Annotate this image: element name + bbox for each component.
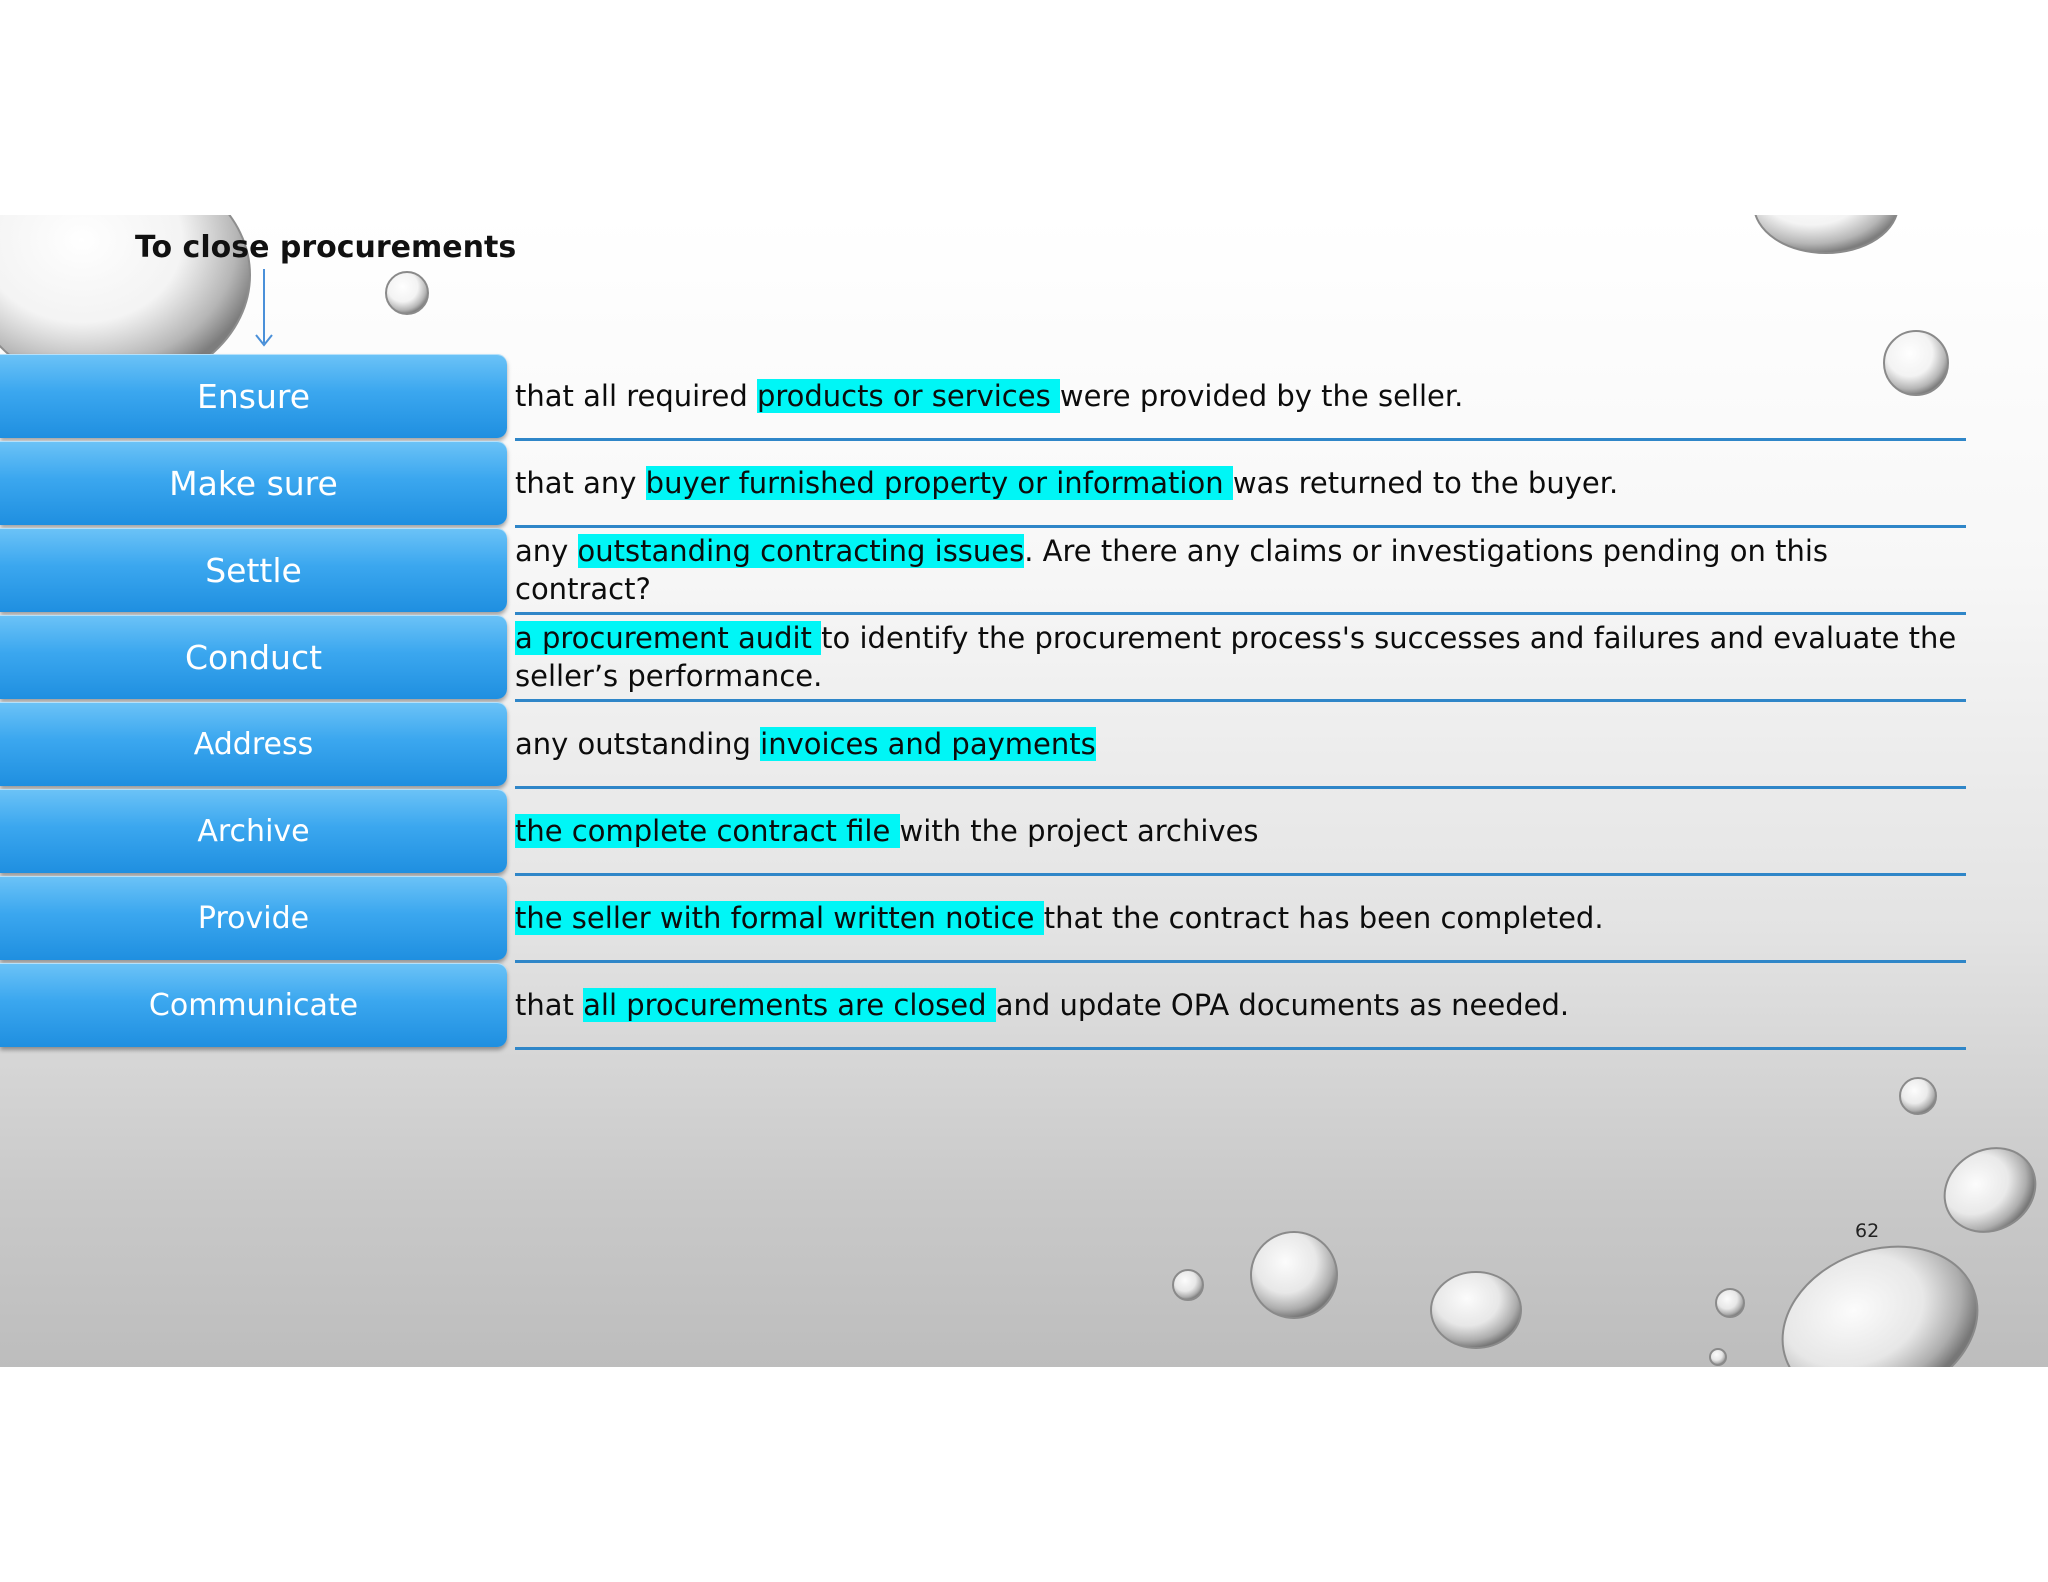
drop-top-right — [1754, 215, 1898, 253]
list-item — [0, 614, 1966, 701]
description-text: to identify the procurement process's successes and failures and evaluate the seller’s performance. — [515, 620, 1957, 693]
drop-right-middle — [1900, 1078, 1936, 1114]
description — [515, 875, 1966, 963]
down-arrow-icon — [252, 267, 276, 349]
description-text: any — [515, 533, 578, 568]
description — [515, 353, 1966, 441]
large-drop-bottom-right — [1760, 1220, 1999, 1367]
verb-box: Archive — [0, 789, 507, 873]
verb-box: Conduct — [0, 615, 507, 699]
description-text: that the contract has been completed. — [1043, 900, 1604, 935]
highlighted-text: the seller with formal written notice — [515, 900, 1044, 935]
slide — [0, 215, 2048, 1367]
description-text: that any — [515, 465, 646, 500]
highlighted-text: products or services — [756, 378, 1060, 413]
list-item — [0, 788, 1966, 875]
highlighted-text: the complete contract file — [515, 813, 900, 848]
description — [515, 527, 1966, 615]
description — [515, 788, 1966, 876]
description — [515, 962, 1966, 1050]
drop-bottom-2 — [1251, 1232, 1337, 1318]
description-text: that — [515, 987, 584, 1022]
drop-right-lower — [1929, 1132, 2048, 1248]
highlighted-text: all procurements are closed — [583, 987, 996, 1022]
list-item — [0, 701, 1966, 788]
description-text: any outstanding — [515, 726, 761, 761]
description-text: . Are there any claims or investigations pending on this contract? — [515, 533, 1829, 606]
list-item — [0, 875, 1966, 962]
highlighted-text: buyer furnished property or information — [645, 465, 1233, 500]
description-text: that all required — [515, 378, 757, 413]
description-text: with the project archives — [899, 813, 1259, 848]
list-item — [0, 962, 1966, 1049]
highlighted-text: invoices and payments — [760, 726, 1096, 761]
description — [515, 701, 1966, 789]
verb-box: Make sure — [0, 441, 507, 525]
list-item — [0, 527, 1966, 614]
list-item — [0, 353, 1966, 440]
drop-bottom-3 — [1431, 1272, 1521, 1348]
verb-box: Settle — [0, 528, 507, 612]
page-number: 62 — [1855, 1220, 1880, 1242]
small-drop-near-heading — [386, 272, 428, 314]
highlighted-text: outstanding contracting issues — [577, 533, 1025, 568]
list-item — [0, 440, 1966, 527]
verb-box: Address — [0, 702, 507, 786]
highlighted-text: a procurement audit — [515, 620, 822, 655]
drop-bottom-5 — [1710, 1349, 1726, 1365]
verb-box: Ensure — [0, 354, 507, 438]
drop-bottom-1 — [1173, 1270, 1203, 1300]
description-text: were provided by the seller. — [1059, 378, 1464, 413]
verb-box: Provide — [0, 876, 507, 960]
description — [515, 440, 1966, 528]
drop-bottom-4 — [1716, 1289, 1744, 1317]
slide-heading: To close procurements — [135, 230, 517, 265]
description-text: was returned to the buyer. — [1232, 465, 1619, 500]
description — [515, 614, 1966, 702]
verb-box: Communicate — [0, 963, 507, 1047]
description-text: and update OPA documents as needed. — [995, 987, 1570, 1022]
